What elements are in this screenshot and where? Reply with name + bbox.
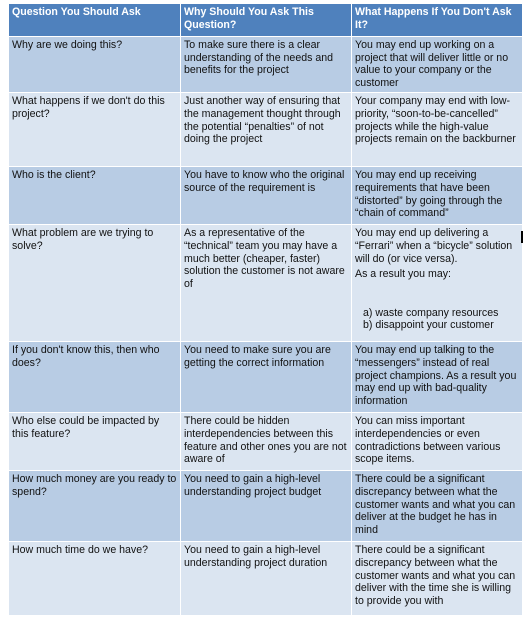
why-cell: You need to make sure you are getting the correct information [181, 342, 352, 413]
consequence-cell [352, 225, 523, 342]
consequence-cell: Your company may end with low-priority, “soon-to-be-cancelled” projects while the high-value projects remain on the backburner [352, 93, 523, 167]
consequence-cell: You may end up receiving requirements that have been “distorted” by going through the “chain of command” [352, 167, 523, 225]
why-cell: You need to gain a high-level understanding project duration [181, 542, 352, 616]
consequence-list-item: b) disappoint your customer [363, 319, 494, 332]
text-cursor [521, 231, 523, 243]
question-cell: What happens if we don't do this project? [9, 93, 181, 167]
header-question: Question You Should Ask [9, 4, 181, 37]
consequence-text: You may end up delivering a “Ferrari” when a “bicycle” solution will do (or vice versa). [355, 227, 513, 265]
consequence-cell: You may end up working on a project that will deliver little or no value to your company or the customer [352, 37, 523, 93]
consequence-list-item: a) waste company resources [363, 306, 499, 319]
consequence-extra: As a result you may: [355, 268, 451, 281]
consequence-cell: You may end up talking to the “messengers” instead of real project champions. As a result you may end up with bad-quality information [352, 342, 523, 413]
table-row [9, 167, 523, 225]
question-cell: How much money are you ready to spend? [9, 471, 181, 542]
consequence-cell: There could be a significant discrepancy between what the customer wants and what you can deliver with the time she is willing to provide you with [352, 542, 523, 616]
question-cell: How much time do we have? [9, 542, 181, 616]
why-cell: You need to gain a high-level understanding project budget [181, 471, 352, 542]
table-row [9, 542, 523, 616]
table-row [9, 225, 523, 342]
question-cell: Who is the client? [9, 167, 181, 225]
header-row [9, 4, 523, 37]
question-cell: If you don't know this, then who does? [9, 342, 181, 413]
table-row [9, 413, 523, 471]
table-row [9, 471, 523, 542]
why-cell: You have to know who the original source of the requirement is [181, 167, 352, 225]
header-why: Why Should You Ask This Question? [181, 4, 352, 37]
header-consequence: What Happens If You Don't Ask It? [352, 4, 523, 37]
consequence-cell: There could be a significant discrepancy between what the customer wants and what you can deliver at the budget he has in mind [352, 471, 523, 542]
table-row [9, 37, 523, 93]
why-cell: To make sure there is a clear understanding of the needs and benefits for the project [181, 37, 352, 93]
why-cell: As a representative of the “technical” team you may have a much better (cheaper, faster) solution the customer is not aware of [181, 225, 352, 342]
table-row [9, 93, 523, 167]
question-cell: What problem are we trying to solve? [9, 225, 181, 342]
question-cell: Why are we doing this? [9, 37, 181, 93]
table-row [9, 342, 523, 413]
why-cell: There could be hidden interdependencies between this feature and other ones you are not aware of [181, 413, 352, 471]
consequence-cell: You can miss important interdependencies or even contradictions between various scope items. [352, 413, 523, 471]
question-cell: Who else could be impacted by this feature? [9, 413, 181, 471]
why-cell: Just another way of ensuring that the management thought through the potential “penalties” of not doing the project [181, 93, 352, 167]
questions-table [8, 3, 523, 616]
